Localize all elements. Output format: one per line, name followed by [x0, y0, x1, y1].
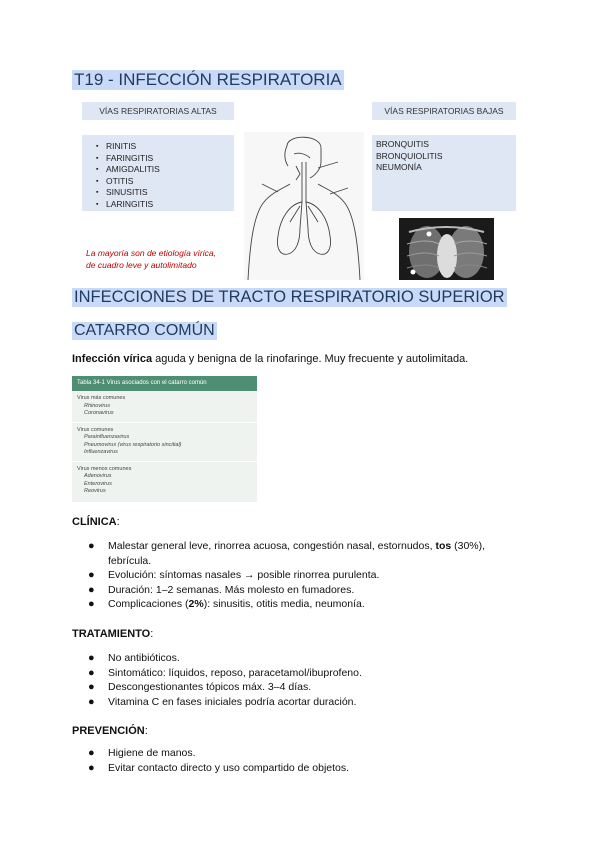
page-title: T19 - INFECCIÓN RESPIRATORIA [74, 70, 342, 89]
list-item: BRONQUITIS [376, 139, 429, 149]
list-item: ▪ AMIGDALITIS [96, 164, 234, 176]
list-item: ● Vitamina C en fases iniciales podría acortar duración. [88, 695, 357, 708]
prevencion-list [88, 746, 528, 775]
list-item: NEUMONÍA [376, 162, 422, 172]
list-item: ▪ LARINGITIS [96, 199, 234, 211]
table-header: Tabla 34-1 Virus asociados con el catarro común [72, 376, 257, 391]
tratamiento-heading: TRATAMIENTO: [72, 628, 154, 640]
table-group: Virus comunes Parainfluenzavirus Pneumovirus (virus respiratorio sincitial) Influenzavirus [77, 426, 182, 455]
list-item: ▪ RINITIS [96, 141, 234, 153]
upper-airways-header: VÍAS RESPIRATORIAS ALTAS [82, 102, 234, 120]
lower-airways-header: VÍAS RESPIRATORIAS BAJAS [372, 102, 516, 120]
section-heading: INFECCIONES DE TRACTO RESPIRATORIO SUPERIOR [74, 288, 505, 306]
list-item: ▪ SINUSITIS [96, 187, 234, 199]
list-item: ▪ FARINGITIS [96, 153, 234, 165]
list-item: ● Evitar contacto directo y uso compartido de objetos. [88, 761, 350, 774]
chest-xray-image [399, 218, 494, 280]
respiratory-anatomy-illustration [244, 132, 364, 280]
list-item: ● Higiene de manos. [88, 747, 196, 759]
tratamiento-list [88, 651, 528, 709]
clinica-heading: CLÍNICA: [72, 516, 120, 528]
prevencion-heading: PREVENCIÓN: [72, 725, 148, 737]
list-item: ▪ OTITIS [96, 176, 234, 188]
list-item: ● Descongestionantes tópicos máx. 3–4 días. [88, 681, 312, 693]
table-group: Virus menos comunes Adenovirus Enterovirus Reovirus [77, 465, 132, 494]
list-item: ● Duración: 1–2 semanas. Más molesto en fumadores. [88, 583, 355, 596]
list-item: ● No antibióticos. [88, 652, 180, 664]
upper-airways-box [82, 135, 234, 211]
list-item: ● Evolución: síntomas nasales → posible rinorrea purulenta. [88, 569, 380, 581]
subsection-heading: CATARRO COMÚN [74, 322, 215, 339]
intro-paragraph: Infección vírica aguda y benigna de la rinofaringe. Muy frecuente y autolimitada. [72, 353, 469, 365]
list-item: BRONQUIOLITIS [376, 150, 443, 161]
table-group: Virus más comunes Rhinovirus Coronavirus [77, 395, 126, 416]
list-item: ● Malestar general leve, rinorrea acuosa, congestión nasal, estornudos, tos (30%), febrícula. [88, 540, 486, 567]
etiology-note: La mayoría son de etiología vírica, de cuadro leve y autolimitado [86, 248, 216, 270]
list-item: ● Sintomático: líquidos, reposo, paracetamol/ibuprofeno. [88, 666, 362, 679]
list-item: ● Complicaciones (2%): sinusitis, otitis media, neumonía. [88, 598, 365, 610]
virus-table [72, 376, 257, 502]
lower-airways-box [372, 135, 516, 211]
clinica-list [88, 539, 528, 612]
